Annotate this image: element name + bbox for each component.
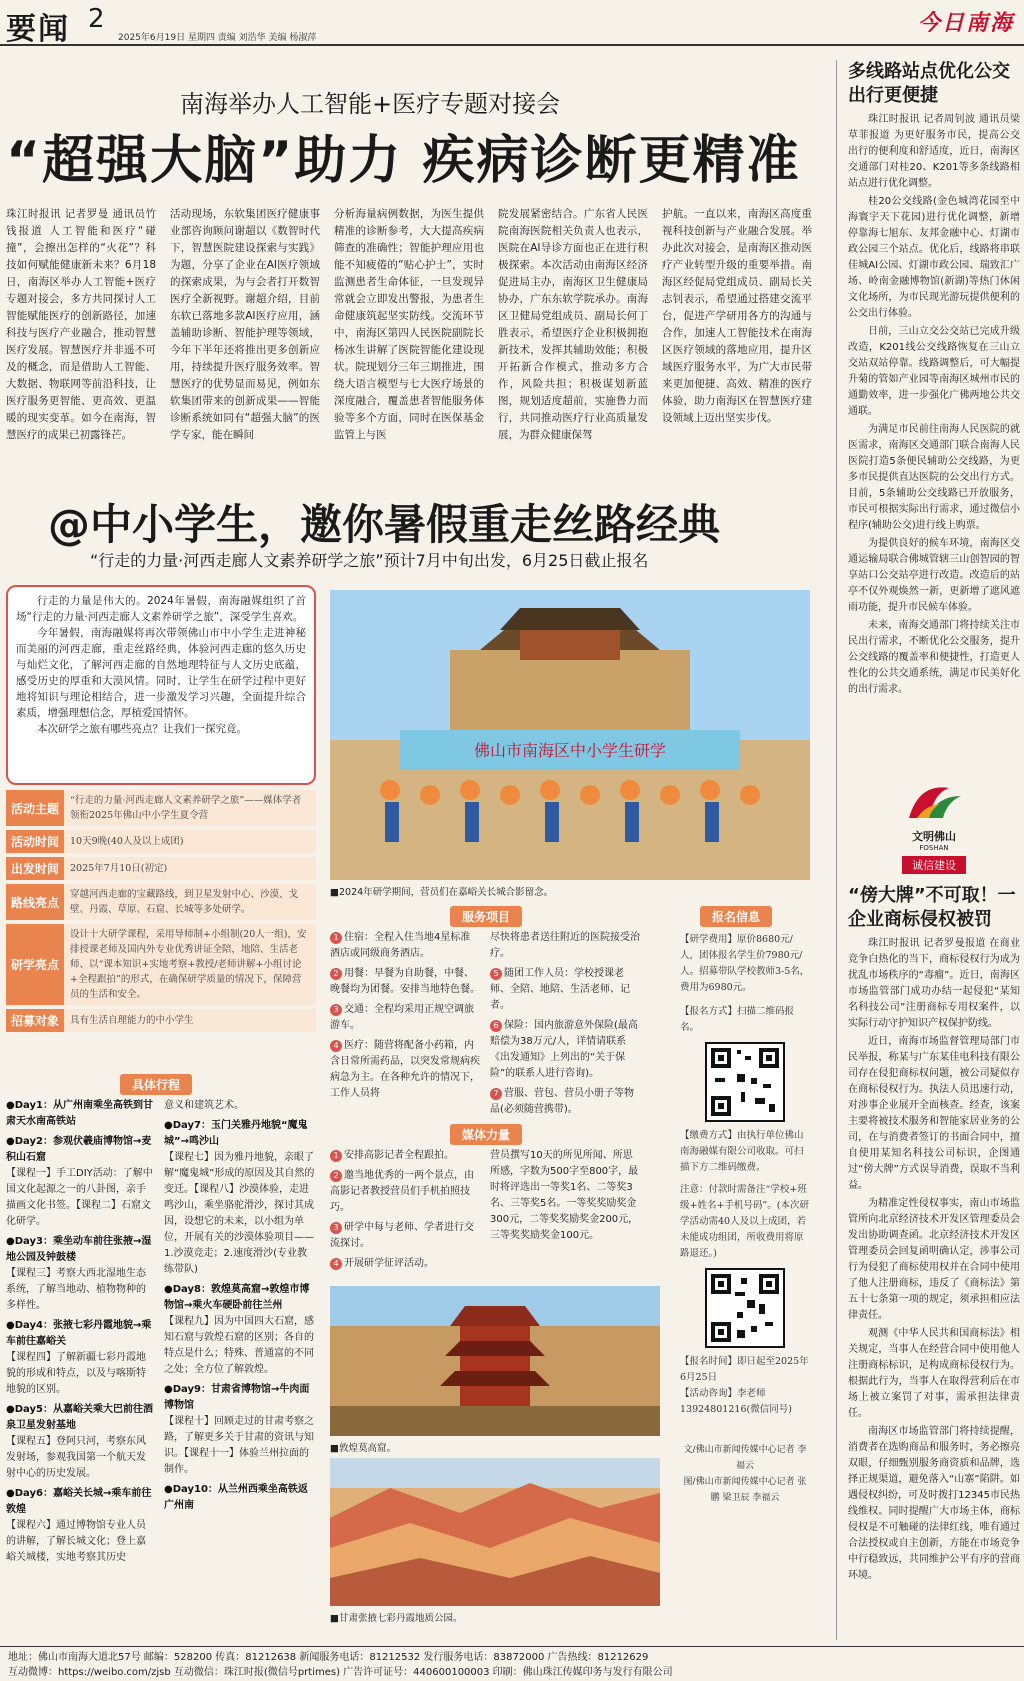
reg-time: 【报名时间】即日起至2025年6月25日: [680, 1356, 809, 1383]
footer-line-2: 互动微博：https://weibo.com/zjsb 互动微信：珠江时报(微信号prtimes) 广告许可证号：440600100003 印刷：佛山珠江传媒印务与发行有限公司: [8, 1667, 673, 1678]
credit-text: 文/佛山市新闻传媒中心记者 李福云: [683, 1445, 807, 1471]
itinerary-day: ●Day6：嘉峪关长城→乘车前往敦煌 【课程六】通过博物馆专业人员的讲解，了解长城文化；登上嘉峪关城楼，实地考察其历史: [6, 1488, 152, 1563]
masthead: [0, 0, 1024, 46]
info-value: 10天9晚(40人及以上成团): [64, 830, 316, 853]
itinerary-left: [6, 1098, 154, 1628]
article1-col-2: 活动现场，东软集团医疗健康事业部咨询顾问谢超以《数智时代下，智慧医院建设探索与实践》为题，分享了企业在AI医疗领域的探索成果，为与会者打开数智医疗全新视野。谢超介绍，目前东软已落地多款AI医疗应用，涵盖辅助诊断、智能护理等领域，今年下半年还将推出更多创新应用，持续提升医疗服务效率。智慧医疗的优势显而易见，例如东软集团带来的创新成果——智能诊断系统如同有“超强大脑”的医学专家，能在瞬间: [170, 208, 320, 441]
article1-col-5: 护航。一直以来，南海区高度重视科技创新与产业融合发展。举办此次对接会，是南海区推动医疗产业转型升级的重要举措。南海区经促局党组成员、副局长关志钊表示，希望通过搭建交流平台，促进产学研用各方的沟通与合作，加速人工智能技术在南海区医疗领域的落地应用，提升区域医疗服务水平，为广大市民带来更加便捷、高效、精准的医疗体验，助力南海区在智慧医疗建设领域上迈出坚实步伐。: [662, 208, 812, 424]
reg-contact: 【活动咨询】李老师13924801216(微信同号): [680, 1388, 792, 1415]
registration-tag: 报名信息: [700, 906, 772, 927]
mogao-photo: [330, 1286, 660, 1436]
article1-headline: “超强大脑”助力 疾病诊断更精准: [6, 131, 801, 191]
num-badge: 4: [330, 1258, 342, 1270]
reg-method: 【报名方式】扫描二维码报名。: [680, 1006, 795, 1033]
credit-photo: 图/佛山市新闻传媒中心记者 张鹏 梁卫辰 李福云: [683, 1477, 807, 1503]
reg-note: 注意：付款时需备注“学校+班级+姓名+手机号码”。(本次研学活动需40人及以上成团，若未能成功组团，所收费用将原路退还。): [680, 1184, 809, 1259]
itinerary-day: ●Day10：从兰州西乘坐高铁返广州南: [164, 1484, 308, 1511]
info-label: 活动主题: [6, 790, 64, 826]
reg-fee: 【研学费用】原价8680元/人，团体报名学生价7980元/人。招募带队学校教师3-5名，费用为6980元。: [680, 934, 810, 993]
service-tag: 服务项目: [450, 906, 522, 927]
itinerary-day: ●Day3：乘坐动车前往张掖→湿地公园及钟鼓楼 【课程三】考察大西北湿地生态系统，了解当地动、植物物种的多样性。: [6, 1236, 152, 1311]
sidebar-paragraph: 未来，南海交通部门将持续关注市民出行需求，不断优化公交服务，提升公交线路的覆盖率和便捷性，打造更人性化的公共交通系统，满足市民美好化的出行需求。: [848, 620, 1020, 695]
info-label: 活动时间: [6, 830, 64, 853]
sidebar: [848, 60, 1020, 1626]
service-item: 2 用餐：早餐为自助餐，中餐、晚餐均为团餐。安排当地特色餐。: [330, 968, 480, 995]
sidebar-paragraph: 近日，南海市场监督管理局部门市民举报，称某与广东某佳电科技有限公司存在侵犯商标权问题，被公司疑似存在商标侵权行为。执法人员迅速行动，对涉事企业展开全面核查。经查，该案主要将被技术服务和智能家居业务的公司，在与消费者签订的书面合同中，擅自使用某知名科技公司标识，企图通过“傍大牌”方式误导消费，误取不当利益。: [848, 1036, 1020, 1191]
info-label: 出发时间: [6, 857, 64, 880]
itinerary-right: [164, 1098, 316, 1628]
activity-info-table: [6, 790, 316, 1036]
intro-paragraph: 行走的力量是伟大的。2024年暑假，南海融媒组织了首场“行走的力量·河西走廊人文素养研学之旅”，深受学生喜欢。: [16, 595, 306, 623]
article1-col-1: 珠江时报讯 记者罗曼 通讯员竹钱报道 人工智能和医疗“碰撞”，会擦出怎样的“火花”？科技如何赋能健康新未来？6月18日，南海区举办人工智能+医疗专题对接会，多方共同探讨人工智能赋能医疗的创新路径，加速科技与医疗产业融合，推动智慧医疗发展。智慧医疗并非遥不可及的概念，而是借助人工智能、大数据、物联网等前沿科技，让医疗服务更智能、更高效、更温暖的现实变革。如今在南海，智慧医疗的成果已初露锋芒。: [6, 208, 156, 441]
info-row-time: [6, 830, 316, 853]
num-badge: 1: [330, 932, 342, 944]
article1-col-4: 院发展紧密结合。广东省人民医院南海医院相关负责人也表示，医院在AI导诊方面也正在进行积极探索。本次活动由南海区经济促进局主办，南海区卫生健康局协办，广东东软学院承办。南海区卫健局党组成员、副局长何丁胜表示，希望医疗企业积极拥抱新技术，发挥其辅助效能；积极开拓新合作模式，推动多方合作，风险共担；积极谋划新蓝图，规划适度超前，实施鲁力而行，共同推动医疗行业高质量发展，为群众健康保驾: [498, 208, 648, 441]
sidebar-a-headline: 多线路站点优化公交出行更便捷: [848, 61, 1010, 106]
logo-subtext: FOSHAN: [919, 844, 949, 852]
sidebar-b-headline: “傍大牌”不可取！一企业商标侵权被罚: [848, 885, 1016, 930]
footer: [0, 1646, 1024, 1681]
itinerary-day: 意义和建筑艺术。: [164, 1100, 244, 1111]
sidebar-b-body: [848, 936, 1020, 1626]
article2-headline: @中小学生，邀你暑假重走丝路经典: [48, 500, 721, 549]
itinerary-day: ●Day9：甘肃省博物馆→牛肉面博物馆 【课程十】回顾走过的甘肃考察之路，了解更多关于甘肃的资讯与知识。【课程十一】体验兰州拉面的制作。: [164, 1384, 314, 1475]
service-item: 5 随团工作人员：学校授课老师、全陪、地陪、生活老师、记者。: [490, 968, 630, 1011]
num-badge: 2: [330, 968, 342, 980]
sidebar-paragraph: 南海区市场监管部门将持续提醒，消费者在选购商品和服务时，务必擦亮双眼，仔细甄别服务商资质和品牌，选择正规渠道，避免落入“山寨”陷阱。如遇侵权纠纷，可及时拨打12345市民热线维权。同时提醒广大市场主体，商标侵权是不可触碰的法律红线，唯有通过合法授权或自主创新，方能在市场竞争中行稳致远，共同维护公平有序的营商环境。: [848, 1426, 1020, 1581]
media-item: 2 邀当地优秀的一两个景点，由高影记者教授营员们手机拍照技巧。: [330, 1170, 474, 1213]
photo-banner-text: 佛山市南海区中小学生研学: [473, 741, 667, 760]
info-value: 穿越河西走廊的宝藏路线，到卫星发射中心、沙漠、戈壁、丹霞、草原、石窟、长城等多处研学。: [64, 884, 316, 920]
info-label: 研学亮点: [6, 924, 64, 1005]
sidebar-paragraph: 珠江时报讯 记者周钊波 通讯员梁草菲报道 为更好服务市民，提高公交出行的便利度和舒适度，近日，南海区交通部门对桂20、K201等多条线路相站点进行优化调整。: [848, 114, 1020, 189]
sidebar-paragraph: 观测《中华人民共和国商标法》相关规定，当事人在经营合同中使用他人注册商标标识，足构成商标侵权行为。根据此行为，当事人在取得营利后在市场上被立案罚了对事，需承担法律责任。: [848, 1328, 1020, 1419]
intro-paragraph: 本次研学之旅有哪些亮点？让我们一探究竟。: [37, 723, 247, 735]
media-item: 4 开展研学征评活动。: [330, 1256, 480, 1272]
registration-box: [680, 932, 810, 1572]
article2-subhead: “行走的力量·河西走廊人文素养研学之旅”预计7月中旬出发，6月25日截止报名: [90, 551, 649, 570]
sidebar-paragraph: 桂20公交线路(金色城湾花园至中海寰宇天下花园)进行优化调整，新增停靠海七旭东、友邦金融中心、灯湖市政公园三个站点。优化后，线路将串联佳城AI公园、灯湖市政公园、瑞致汇广场、岭南金融博物馆(新湖)等热门休闲文化场所，为市民现光游玩提供便利的公交出行体验。: [848, 196, 1020, 319]
num-badge: 6: [490, 1020, 502, 1032]
service-item: 7 营服、营包、营员小册子等物品(必须随营携带)。: [490, 1088, 634, 1115]
danxia-photo: [330, 1458, 660, 1606]
group-photo-jiayuguan: [330, 590, 810, 880]
num-badge: 3: [330, 1004, 342, 1016]
service-item: 尽快将患者送往附近的医院接受治疗。: [490, 932, 640, 959]
num-badge: 2: [330, 1170, 342, 1182]
service-item: 6 保险：国内旅游意外保险(最高赔偿为38万元/人，详情请联系《出发通知》上列出的“关于保险”的联系人进行咨询)。: [490, 1020, 638, 1079]
article1-col-3: 分析海量病例数据，为医生提供精准的诊断参考，大大提高疾病筛查的准确性；智能护理应用也能不知疲倦的“贴心护士”，实时监测患者生命体征，一旦发现异常就会立即发出警报，为患者生命健康筑起坚实防线。交流环节中，南海区第四人民医院副院长杨冰生讲解了医院智能化建设现状。院现划分三年三期推进，围绕大语言模型与七大医疗场景的深度融合，覆盖患者智能服务体验等多个方面，同时在医保基金监管上与医: [334, 208, 484, 441]
integrity-tag: 诚信建设: [902, 856, 966, 874]
info-label: 路线亮点: [6, 884, 64, 920]
sidebar-paragraph: 珠江时报讯 记者罗曼报道 在商业竞争白热化的当下，商标侵权行为成为扰乱市场秩序的“毒瘤”。近日，南海区市场监管部门成功办结一起侵犯“某知名科技公司”注册商标专用权案件，以实际行动守护知识产权保护防线。: [848, 938, 1020, 1029]
qr-code-register[interactable]: [705, 1042, 785, 1122]
itinerary-day: ●Day4：张掖七彩丹霞地貌→乘车前往嘉峪关 【课程四】了解新疆七彩丹霞地貌的形成和特点，以及与喀斯特地貌的区别。: [6, 1320, 152, 1395]
itinerary-day: ●Day5：从嘉峪关乘大巴前往酒泉卫星发射基地 【课程五】登阿只河，考察东风发射场，参观我国第一个航天发射中心的历史发展。: [6, 1404, 153, 1479]
info-row-study: [6, 924, 316, 1005]
itinerary-day: ●Day7：玉门关雅丹地貌“魔鬼城”→鸣沙山 【课程七】因为雅丹地貌，亲眼了解“魔鬼城”形成的原因及其自然的变迁。【课程八】沙漠体验，走进鸣沙山，乘坐骆驼滑沙，探讨其成因，设想它的未来，以小组为单位，开展有关的沙漠体验项目——1.沙漠竞走；2.速度滑沙(专业教练带队): [164, 1120, 315, 1275]
sidebar-paragraph: 为满足市民前往南海人民医院的就医需求，南海区交通部门联合南海人民医院打造5条便民辅助公交线路，为更多市民提供直达医院的公交出行方式。目前，5条辅助公交线路已开放服务，市民可根据实际出行需求，通过微信小程序(辅助公交)进行线上购票。: [848, 424, 1020, 531]
itinerary-day: ●Day1：从广州南乘坐高铁到甘肃天水南高铁站: [6, 1100, 153, 1127]
num-badge: 4: [330, 1040, 342, 1052]
info-label: 招募对象: [6, 1009, 64, 1032]
info-value: 设计十大研学课程，采用导师制+小组制(20人一组)，安排授课老师及国内外专业优秀讲证全陪，地陪、生活老师、以“课本知识+实地考察+教授/老师讲解+小组讨论+全程跟拍”的形式，在确保研学质量的情况下，保障营员的生活和安全。: [64, 924, 316, 1005]
issue-meta: 2025年6月19日 星期四 责编 刘浩华 美编 杨淑萍: [118, 33, 317, 43]
article1-kicker: 南海举办人工智能+医疗专题对接会: [180, 90, 561, 118]
info-row-route: [6, 884, 316, 920]
info-row-departure: [6, 857, 316, 880]
sidebar-paragraph: 日前，三山立交公交站已完成升级改造，K201线公交线路恢复在三山立交站双站停靠。线路调整后，可大幅提升菊的管如产业园等南海区城州市民的通勤效率，进一步强化广佛两地公共交通联。: [848, 326, 1020, 417]
service-item: 3 交通：全程均采用正规空调旅游车。: [330, 1004, 474, 1031]
media-tag: 媒体力量: [450, 1124, 522, 1145]
num-badge: 5: [490, 968, 502, 980]
info-row-target: [6, 1009, 316, 1032]
sidebar-a-body: [848, 112, 1020, 762]
info-value: 2025年7月10日(初定): [64, 857, 316, 880]
reg-pay: 【缴费方式】由执行单位佛山南海融媒有限公司收取。可扫描下方二维码缴费。: [680, 1130, 804, 1173]
page-number: 2: [88, 4, 105, 34]
itinerary-day: ●Day8：敦煌莫高窟→敦煌市博物馆→乘火车硬卧前往兰州 【课程九】因为中国四大石窟，感知石窟与敦煌石窟的区别；各自的特点是什么；特殊、普通富的不同之处；全方位了解敦煌。: [164, 1284, 314, 1375]
info-value: 具有生活自理能力的中小学生: [64, 1009, 316, 1032]
newspaper-logo: 今日南海: [917, 10, 1014, 36]
jiayuguan-illustration: [330, 590, 810, 880]
services-left: [330, 930, 480, 1106]
num-badge: 7: [490, 1088, 502, 1100]
qr-icon: [707, 1270, 783, 1346]
footer-line-1: 地址：佛山市南海大道北57号 邮编：528200 传真：81212638 新闻服务电话：81212532 发行服务电话：83872000 广告热线：81212629: [8, 1652, 649, 1663]
photo2-caption: ■敦煌莫高窟。: [330, 1443, 396, 1454]
intro-box: [6, 585, 316, 785]
itinerary-tag: 具体行程: [120, 1074, 192, 1095]
services-right: [490, 930, 640, 1122]
media-left: [330, 1148, 480, 1276]
service-item: 4 医疗：随营将配备小药箱，内含日常所需药品，以突发常规病疾病急为主。在各种允许的情况下，工作人员将: [330, 1040, 480, 1099]
sidebar-paragraph: 为提供良好的候车环境，南海区交通运输局联合佛城管辖三山创智园的智享站口公交站亭进行改造。改造后的站亭不仅外观焕然一新，更新增了遮风遮雨功能，提升市民候车体验。: [848, 538, 1020, 613]
num-badge: 3: [330, 1222, 342, 1234]
qr-icon: [707, 1044, 783, 1120]
itinerary-day: ●Day2：参观伏羲庙博物馆→麦积山石窟 【课程一】手工DIY活动：了解中国文化起源之一的八卦图，亲手描画文化书签。【课程二】石窟文化研学。: [6, 1136, 153, 1227]
info-value: “行走的力量·河西走廊人文素养研学之旅”——媒体学者领衔2025年佛山中小学生夏令营: [64, 790, 316, 826]
logo-text: 文明佛山: [912, 830, 956, 843]
column-divider: [836, 60, 837, 1640]
media-item: 1 安排高影记者全程跟拍。: [330, 1148, 480, 1164]
media-right: 营员撰写10天的所见所闻、所思所感，字数为500字至800字，最时将评选出一等奖1名、二等奖3名、三等奖5名。一等奖奖励奖金300元，二等奖奖励奖金200元，三等奖奖励奖金100元。: [490, 1150, 639, 1241]
service-item: 1 住宿：全程入住当地4星标准酒店或同级商务酒店。: [330, 932, 471, 959]
info-row-theme: [6, 790, 316, 826]
civility-logo: [848, 778, 1020, 874]
photo1-caption: ■2024年研学期间，营员们在嘉峪关长城合影留念。: [330, 887, 554, 898]
intro-text: [16, 593, 306, 737]
intro-paragraph: 今年暑假，南海融媒将再次带领佛山市中小学生走进神秘而美丽的河西走廊，重走丝路经典，体验河西走廊的悠久历史与灿烂文化，了解河西走廊的自然地理特征与人文历史底蕴，感受历史的厚重和大漠风情。同时，让学生在研学过程中更好地将知识与理论相结合，进一步激发学习兴趣，全面提升综合素质，增强理想信念，厚植爱国情怀。: [16, 627, 306, 719]
sidebar-paragraph: 为精准定性侵权事实，南山市场监管所向北京经济技术开发区管理委员会发出协助调查函。北京经济技术开发区管理委员会回复函明确认定，涉事公司行为侵犯了商标使用权并在合同中使用了他人注册商标，违反了《商标法》第五十七条第一项的规定，须承担相应法律责任。: [848, 1198, 1020, 1321]
civility-logo-icon: [899, 778, 969, 824]
photo3-caption: ■甘肃张掖七彩丹霞地质公园。: [330, 1613, 463, 1624]
section-name: 要闻: [6, 12, 70, 47]
media-item: 3 研学中每与老师、学者进行交流探讨。: [330, 1222, 474, 1249]
num-badge: 1: [330, 1150, 342, 1162]
qr-code-payment[interactable]: [705, 1268, 785, 1348]
